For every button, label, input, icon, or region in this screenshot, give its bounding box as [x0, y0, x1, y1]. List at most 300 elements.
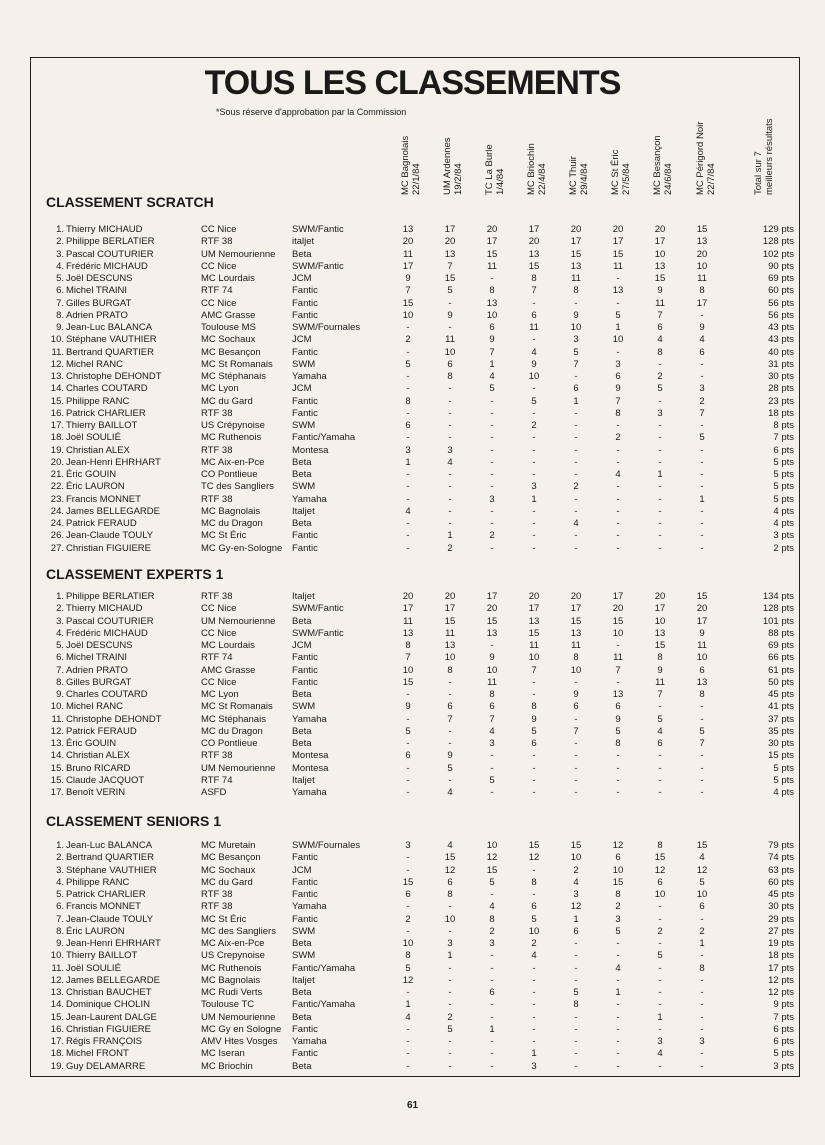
score-cell: -	[658, 901, 662, 913]
score-cell: -	[616, 481, 620, 493]
score-cell: 11	[697, 640, 707, 651]
make-cell: JCM	[292, 640, 312, 651]
score-cell: 6	[699, 664, 705, 676]
table-row	[0, 987, 825, 999]
score-cell: -	[700, 542, 704, 554]
rank-cell: 8.	[56, 309, 64, 321]
table-row	[0, 236, 825, 248]
score-cell: -	[490, 640, 494, 651]
score-cell: -	[448, 518, 452, 529]
score-cell: 1	[657, 1011, 663, 1023]
score-cell: -	[490, 432, 494, 444]
table-row	[0, 334, 825, 346]
score-cell: -	[448, 725, 452, 737]
score-cell: -	[658, 1023, 662, 1035]
score-cell: 15	[528, 627, 540, 639]
score-cell: -	[658, 787, 662, 798]
make-cell: Montesa	[292, 762, 329, 774]
score-cell: -	[532, 889, 536, 900]
make-cell: Beta	[292, 987, 312, 998]
rank-cell: 20.	[50, 456, 64, 468]
score-cell: 17	[570, 603, 582, 615]
score-cell: 8	[615, 889, 621, 900]
club-cell: RTF 38	[201, 901, 233, 913]
score-cell: 20	[612, 603, 624, 615]
score-cell: -	[532, 762, 536, 774]
score-cell: -	[532, 864, 536, 876]
rank-cell: 11.	[51, 346, 64, 358]
score-cell: -	[700, 1048, 704, 1060]
score-cell: -	[658, 762, 662, 774]
score-cell: -	[700, 309, 704, 321]
score-cell: 5	[615, 925, 621, 937]
total-cell: 7 pts	[773, 432, 794, 444]
score-cell: 2	[657, 371, 663, 382]
score-cell: 20	[402, 236, 414, 248]
score-cell: 13	[444, 640, 456, 651]
club-cell: MC Sochaux	[201, 864, 256, 876]
make-cell: Fantic	[292, 676, 318, 688]
score-cell: 1	[405, 999, 411, 1011]
rank-cell: 14.	[50, 383, 64, 395]
score-cell: -	[616, 1036, 620, 1047]
score-cell: -	[616, 762, 620, 774]
score-cell: 1	[699, 493, 705, 505]
score-cell: 9	[447, 309, 453, 321]
score-cell: -	[490, 974, 494, 986]
score-cell: 13	[570, 260, 582, 272]
table-row	[0, 975, 825, 987]
score-cell: -	[574, 938, 578, 949]
score-cell: 2	[531, 420, 537, 431]
rider-name-cell: Joël SOULIÉ	[66, 432, 121, 444]
club-cell: RTF 38	[201, 493, 233, 505]
score-cell: 5	[615, 309, 621, 321]
score-cell: -	[574, 505, 578, 517]
rider-name-cell: Francis MONNET	[66, 493, 141, 505]
make-cell: Yamaha	[292, 493, 327, 505]
score-cell: -	[574, 371, 578, 382]
club-cell: RTF 38	[201, 591, 233, 602]
score-cell: -	[700, 787, 704, 798]
total-cell: 134 pts	[762, 591, 794, 602]
table-row	[0, 408, 825, 420]
score-cell: 8	[447, 664, 453, 676]
score-cell: 9	[489, 334, 495, 346]
score-cell: 10	[444, 652, 456, 664]
rank-cell: 15.	[50, 1011, 64, 1023]
total-cell: 6 pts	[773, 1036, 794, 1047]
score-cell: -	[574, 444, 578, 456]
score-cell: -	[490, 999, 494, 1011]
score-cell: -	[532, 974, 536, 986]
rider-name-cell: Francis MONNET	[66, 901, 141, 913]
table-row	[0, 543, 825, 555]
total-cell: 18 pts	[768, 950, 794, 962]
total-cell: 30 pts	[768, 371, 794, 382]
score-cell: 5	[531, 913, 537, 925]
club-cell: MC Ruthenois	[201, 432, 262, 444]
table-row	[0, 445, 825, 457]
score-cell: 3	[447, 444, 453, 456]
score-cell: -	[532, 987, 536, 998]
total-cell: 28 pts	[768, 383, 794, 395]
score-cell: 6	[447, 876, 453, 888]
score-cell: 6	[405, 889, 411, 900]
score-cell: 6	[615, 852, 621, 864]
section-title: CLASSEMENT EXPERTS 1	[46, 566, 224, 582]
club-cell: CC Nice	[201, 603, 237, 615]
score-cell: 17	[654, 603, 666, 615]
table-row	[0, 950, 825, 962]
score-cell: -	[700, 999, 704, 1011]
make-cell: Fantic	[292, 664, 318, 676]
table-row	[0, 999, 825, 1011]
rider-name-cell: Michel RANC	[66, 701, 124, 713]
score-cell: 1	[447, 950, 453, 962]
rank-cell: 7.	[56, 913, 64, 925]
make-cell: Yamaha	[292, 787, 327, 798]
club-cell: MC Besançon	[201, 346, 261, 358]
score-cell: 4	[405, 1011, 411, 1023]
score-cell: 1	[615, 987, 621, 998]
total-cell: 6 pts	[773, 1023, 794, 1035]
score-cell: -	[448, 493, 452, 505]
rider-name-cell: Charles COUTARD	[66, 689, 148, 700]
column-header-label: Total sur 7 meilleurs résultats	[753, 118, 775, 195]
score-cell: -	[658, 518, 662, 529]
score-cell: 6	[447, 701, 453, 713]
club-cell: UM Nemourienne	[201, 762, 276, 774]
score-cell: 5	[447, 762, 453, 774]
score-cell: 15	[486, 615, 498, 627]
score-cell: 11	[403, 615, 413, 627]
score-cell: -	[532, 1011, 536, 1023]
rider-name-cell: Pascal COUTURIER	[66, 615, 154, 627]
score-cell: 9	[405, 701, 411, 713]
score-cell: 3	[615, 913, 621, 925]
table-row	[0, 420, 825, 432]
score-cell: 5	[573, 987, 579, 998]
club-cell: RTF 74	[201, 285, 233, 297]
rank-cell: 16.	[50, 1023, 64, 1035]
page-title: TOUS LES CLASSEMENTS	[204, 64, 621, 102]
table-row	[0, 1061, 825, 1073]
total-cell: 17 pts	[768, 962, 794, 974]
score-cell: -	[532, 676, 536, 688]
score-cell: 2	[699, 925, 705, 937]
score-cell: 10	[570, 664, 582, 676]
table-row	[0, 1012, 825, 1024]
score-cell: 11	[697, 273, 707, 284]
score-cell: 10	[486, 840, 498, 851]
score-cell: 8	[489, 285, 495, 297]
score-cell: -	[700, 701, 704, 713]
rank-cell: 2.	[56, 603, 64, 615]
score-cell: 7	[615, 395, 621, 407]
club-cell: CC Nice	[201, 224, 237, 235]
table-row	[0, 852, 825, 864]
table-row	[0, 432, 825, 444]
score-cell: 7	[531, 664, 537, 676]
club-cell: US Crepynoise	[201, 950, 265, 962]
score-cell: 13	[654, 627, 666, 639]
score-cell: 8	[405, 640, 411, 651]
score-cell: -	[616, 787, 620, 798]
score-cell: 4	[573, 876, 579, 888]
total-cell: 129 pts	[762, 224, 794, 235]
score-cell: 1	[573, 913, 579, 925]
score-cell: 20	[696, 248, 708, 260]
column-header-label: UM Ardennes 19/2/84	[442, 137, 464, 195]
total-cell: 43 pts	[768, 322, 794, 333]
score-cell: -	[532, 383, 536, 395]
club-cell: MC St Éric	[201, 530, 247, 542]
club-cell: MC Iseran	[201, 1048, 245, 1060]
score-cell: -	[406, 1048, 410, 1060]
make-cell: Fantic	[292, 285, 318, 297]
score-cell: -	[448, 1048, 452, 1060]
table-row	[0, 775, 825, 787]
score-cell: 7	[489, 346, 495, 358]
score-cell: 11	[655, 297, 665, 309]
score-cell: 13	[528, 248, 540, 260]
score-cell: -	[700, 371, 704, 382]
score-cell: -	[532, 518, 536, 529]
make-cell: SWM	[292, 925, 316, 937]
score-cell: -	[532, 750, 536, 762]
club-cell: MC du Dragon	[201, 725, 263, 737]
score-cell: -	[574, 950, 578, 962]
total-cell: 60 pts	[768, 876, 794, 888]
table-row	[0, 530, 825, 542]
score-cell: 12	[444, 864, 456, 876]
rank-cell: 8.	[56, 676, 64, 688]
total-cell: 45 pts	[768, 689, 794, 700]
make-cell: Beta	[292, 689, 312, 700]
score-cell: -	[532, 787, 536, 798]
rider-name-cell: Jean-Luc BALANCA	[66, 322, 153, 333]
score-cell: -	[574, 469, 578, 480]
score-cell: -	[658, 432, 662, 444]
score-cell: -	[700, 1011, 704, 1023]
total-cell: 5 pts	[773, 469, 794, 480]
score-cell: 5	[657, 713, 663, 725]
score-cell: 10	[612, 334, 624, 346]
score-cell: -	[574, 542, 578, 554]
score-cell: -	[490, 518, 494, 529]
rank-cell: 21.	[50, 469, 64, 480]
score-cell: 11	[571, 640, 581, 651]
rider-name-cell: Philippe RANC	[66, 876, 130, 888]
score-cell: 11	[571, 273, 581, 284]
score-cell: 10	[486, 309, 498, 321]
total-cell: 79 pts	[768, 840, 794, 851]
score-cell: 9	[447, 750, 453, 762]
score-cell: 10	[654, 615, 666, 627]
score-cell: -	[574, 787, 578, 798]
score-cell: -	[574, 456, 578, 468]
make-cell: JCM	[292, 273, 312, 284]
rank-cell: 8.	[56, 925, 64, 937]
score-cell: 7	[573, 725, 579, 737]
total-cell: 12 pts	[768, 987, 794, 998]
rank-cell: 15.	[50, 774, 64, 786]
score-cell: -	[658, 481, 662, 493]
score-cell: -	[658, 974, 662, 986]
rider-name-cell: Gilles BURGAT	[66, 297, 132, 309]
make-cell: Montesa	[292, 444, 329, 456]
score-cell: 9	[699, 322, 705, 333]
score-cell: -	[658, 395, 662, 407]
score-cell: 12	[486, 852, 498, 864]
make-cell: Beta	[292, 1011, 312, 1023]
make-cell: Fantic	[292, 1023, 318, 1035]
total-cell: 45 pts	[768, 889, 794, 900]
score-cell: 6	[657, 738, 663, 749]
club-cell: AMC Grasse	[201, 664, 256, 676]
score-cell: -	[490, 762, 494, 774]
score-cell: -	[616, 999, 620, 1011]
rider-name-cell: Patrick CHARLIER	[66, 407, 146, 419]
rider-name-cell: Thierry BAILLOT	[66, 420, 138, 431]
table-row	[0, 359, 825, 371]
score-cell: 6	[405, 750, 411, 762]
score-cell: 7	[489, 713, 495, 725]
total-cell: 56 pts	[768, 297, 794, 309]
score-cell: 4	[489, 371, 495, 382]
score-cell: 7	[699, 738, 705, 749]
club-cell: MC Lyon	[201, 383, 239, 395]
rank-cell: 16.	[50, 407, 64, 419]
score-cell: -	[448, 383, 452, 395]
rider-name-cell: Christian BAUCHET	[66, 987, 152, 998]
rider-name-cell: Jean-Claude TOULY	[66, 530, 154, 542]
rider-name-cell: Michel RANC	[66, 358, 124, 370]
score-cell: 1	[699, 938, 705, 949]
total-cell: 30 pts	[768, 738, 794, 749]
rank-cell: 17.	[50, 420, 64, 431]
score-cell: 11	[487, 260, 497, 272]
score-cell: -	[616, 1048, 620, 1060]
score-cell: 13	[402, 224, 414, 235]
make-cell: Fantic	[292, 407, 318, 419]
score-cell: 5	[405, 358, 411, 370]
score-cell: 13	[444, 248, 456, 260]
table-row	[0, 494, 825, 506]
score-cell: -	[448, 322, 452, 333]
rider-name-cell: Éric LAURON	[66, 481, 125, 493]
score-cell: -	[616, 750, 620, 762]
score-cell: 17	[486, 591, 498, 602]
score-cell: 5	[489, 876, 495, 888]
score-cell: -	[658, 750, 662, 762]
score-cell: 5	[405, 962, 411, 974]
score-cell: -	[616, 1060, 620, 1072]
total-cell: 88 pts	[768, 627, 794, 639]
score-cell: -	[700, 469, 704, 480]
club-cell: Toulouse TC	[201, 999, 255, 1011]
score-cell: -	[616, 542, 620, 554]
score-cell: 9	[531, 358, 537, 370]
score-cell: 9	[531, 713, 537, 725]
score-cell: -	[490, 1011, 494, 1023]
rider-name-cell: Régis FRANÇOIS	[66, 1036, 143, 1047]
score-cell: -	[406, 738, 410, 749]
score-cell: 17	[486, 236, 498, 248]
score-cell: -	[448, 432, 452, 444]
make-cell: JCM	[292, 334, 312, 346]
rider-name-cell: Éric LAURON	[66, 925, 125, 937]
club-cell: MC Gy-en-Sologne	[201, 542, 283, 554]
table-row	[0, 298, 825, 310]
score-cell: 10	[444, 913, 456, 925]
score-cell: 12	[570, 901, 582, 913]
score-cell: -	[448, 481, 452, 493]
club-cell: MC Aix-en-Pce	[201, 938, 265, 949]
score-cell: -	[700, 987, 704, 998]
table-row	[0, 963, 825, 975]
score-cell: 8	[447, 371, 453, 382]
score-cell: -	[448, 962, 452, 974]
make-cell: Italjet	[292, 974, 315, 986]
score-cell: 10	[570, 322, 582, 333]
score-cell: -	[616, 640, 620, 651]
column-header-label: MC Périgord Noir 22/7/84	[695, 121, 717, 195]
table-row	[0, 926, 825, 938]
score-cell: -	[406, 787, 410, 798]
score-cell: -	[658, 987, 662, 998]
make-cell: Fantic	[292, 530, 318, 542]
score-cell: 12	[402, 974, 414, 986]
score-cell: -	[700, 358, 704, 370]
score-cell: 5	[699, 876, 705, 888]
table-row	[0, 457, 825, 469]
total-cell: 2 pts	[773, 542, 794, 554]
score-cell: 15	[612, 876, 624, 888]
score-cell: 3	[447, 938, 453, 949]
make-cell: SWM/Fantic	[292, 603, 344, 615]
club-cell: MC Lourdais	[201, 640, 255, 651]
rank-cell: 10.	[50, 701, 64, 713]
score-cell: 9	[615, 383, 621, 395]
rider-name-cell: Philippe BERLATIER	[66, 591, 155, 602]
table-row	[0, 689, 825, 701]
score-cell: -	[574, 530, 578, 542]
score-cell: 12	[696, 864, 708, 876]
score-cell: 9	[657, 285, 663, 297]
score-cell: 17	[570, 236, 582, 248]
score-cell: 10	[612, 627, 624, 639]
score-cell: 15	[528, 840, 540, 851]
score-cell: -	[700, 481, 704, 493]
score-cell: 8	[573, 999, 579, 1011]
club-cell: MC Sochaux	[201, 334, 256, 346]
rider-name-cell: Christophe DEHONDT	[66, 371, 162, 382]
rank-cell: 13.	[50, 371, 64, 382]
score-cell: 15	[612, 615, 624, 627]
score-cell: 2	[657, 925, 663, 937]
score-cell: -	[532, 469, 536, 480]
score-cell: 13	[696, 236, 708, 248]
score-cell: -	[406, 864, 410, 876]
club-cell: Toulouse MS	[201, 322, 256, 333]
rider-name-cell: Joël DESCUNS	[66, 640, 133, 651]
score-cell: 5	[615, 725, 621, 737]
table-row	[0, 469, 825, 481]
rider-name-cell: Bertrand QUARTIER	[66, 852, 154, 864]
score-cell: -	[490, 481, 494, 493]
